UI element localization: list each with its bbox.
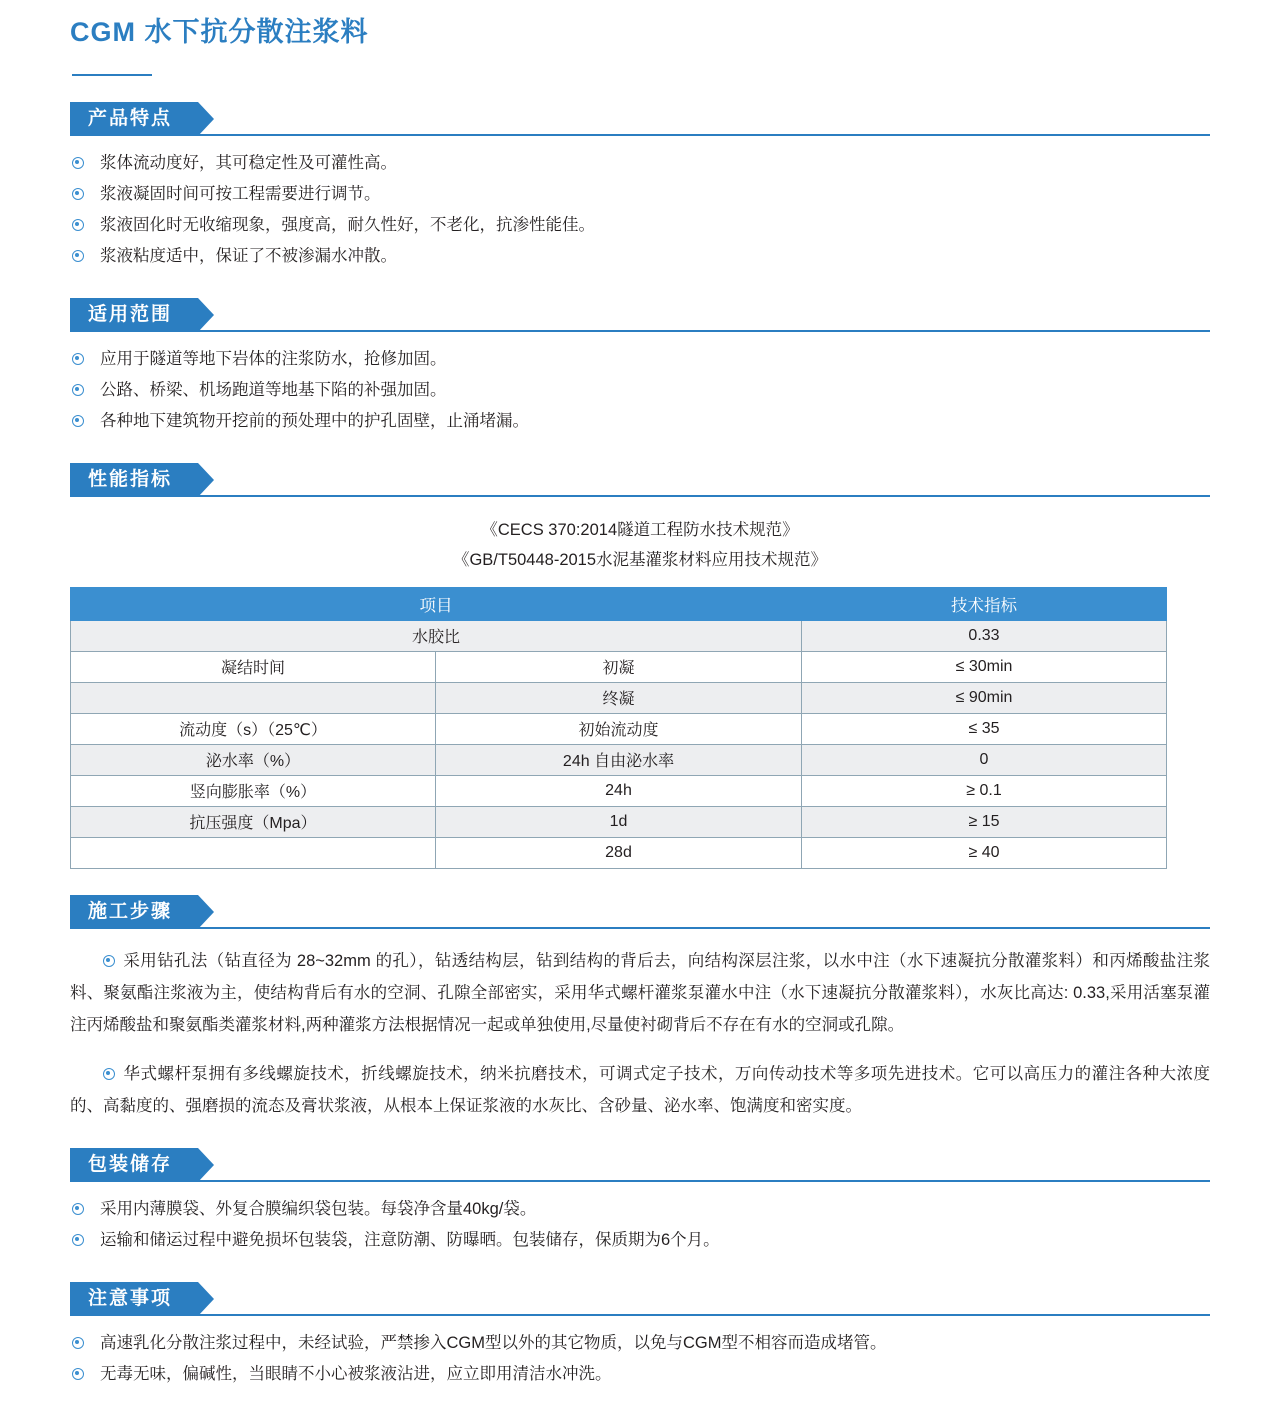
cell-value: ≤ 30min xyxy=(802,651,1167,682)
cell-sub: 28d xyxy=(436,837,802,868)
table-row xyxy=(71,682,1167,713)
section-underline xyxy=(70,495,1210,497)
bullet-icon xyxy=(72,353,84,365)
bullet-icon xyxy=(72,384,84,396)
bullet-icon xyxy=(103,1068,115,1080)
section-underline xyxy=(70,330,1210,332)
section-steps xyxy=(70,895,1210,1122)
cell-value: ≤ 35 xyxy=(802,713,1167,744)
cell-sub: 初凝 xyxy=(436,651,802,682)
table-header-item: 项目 xyxy=(71,587,802,620)
specification-table xyxy=(70,587,1167,869)
cell-value: 0 xyxy=(802,744,1167,775)
table-row xyxy=(71,713,1167,744)
table-row xyxy=(71,744,1167,775)
table-row xyxy=(71,806,1167,837)
paragraph-text: 采用钻孔法（钻直径为 28~32mm 的孔），钻透结构层，钻到结构的背后去，向结构深层注浆，以水中注（水下速凝抗分散灌浆料）和丙烯酸盐注浆料、聚氨酯注浆液为主，使结构背后有水的空洞、孔隙全部密实，采用华式螺杆灌浆泵灌水中注（水下速凝抗分散灌浆料），水灰比高达: 0.33,采用活塞泵灌注丙烯酸盐和聚氨酯类灌浆材料,两种灌浆方法根据情况一起或单独使用,尽量使衬砌背后不存在有水的空洞或孔隙。 xyxy=(70,952,1210,1035)
list-item-text: 公路、桥梁、机场跑道等地基下陷的补强加固。 xyxy=(100,380,447,399)
cell-sub: 初始流动度 xyxy=(436,713,802,744)
standards-list xyxy=(70,515,1210,575)
cell-value: ≥ 15 xyxy=(802,806,1167,837)
paragraph xyxy=(70,945,1210,1041)
section-underline xyxy=(70,1314,1210,1316)
list-item xyxy=(70,406,1210,437)
cell-value: ≥ 0.1 xyxy=(802,775,1167,806)
paragraph-text: 华式螺杆泵拥有多线螺旋技术，折线螺旋技术，纳米抗磨技术，可调式定子技术，万向传动技术等多项先进技术。它可以高压力的灌注各种大浓度的、高黏度的、强磨损的流态及膏状浆液，从根本上保证浆液的水灰比、含砂量、泌水率、饱满度和密实度。 xyxy=(70,1064,1210,1115)
packaging-list xyxy=(70,1194,1210,1256)
list-item-text: 浆液凝固时间可按工程需要进行调节。 xyxy=(100,184,381,203)
section-title-notes: 注意事项 xyxy=(70,1282,198,1316)
list-item-text: 高速乳化分散注浆过程中，未经试验，严禁掺入CGM型以外的其它物质，以免与CGM型不相容而造成堵管。 xyxy=(100,1333,887,1352)
list-item xyxy=(70,1359,1210,1390)
section-header-scope xyxy=(70,298,1210,332)
table-header-index: 技术指标 xyxy=(802,587,1167,620)
section-header-steps xyxy=(70,895,1210,929)
bullet-icon xyxy=(72,219,84,231)
section-underline xyxy=(70,927,1210,929)
list-item xyxy=(70,179,1210,210)
section-performance xyxy=(70,463,1210,869)
standard-reference: 《CECS 370:2014隧道工程防水技术规范》 xyxy=(481,520,799,539)
list-item xyxy=(70,1194,1210,1225)
bullet-icon xyxy=(72,188,84,200)
cell-value: 0.33 xyxy=(802,620,1167,651)
steps-paragraphs xyxy=(70,945,1210,1122)
table-row xyxy=(71,651,1167,682)
section-header-features xyxy=(70,102,1210,136)
cell-sub: 终凝 xyxy=(436,682,802,713)
bullet-icon xyxy=(72,1337,84,1349)
table-row xyxy=(71,837,1167,868)
bullet-icon xyxy=(72,1368,84,1380)
list-item-text: 浆体流动度好，其可稳定性及可灌性高。 xyxy=(100,153,397,172)
cell-name: 泌水率（%） xyxy=(71,744,436,775)
section-scope xyxy=(70,298,1210,437)
section-underline xyxy=(70,134,1210,136)
table-header-row xyxy=(71,587,1167,620)
list-item xyxy=(70,148,1210,179)
section-header-packaging xyxy=(70,1148,1210,1182)
bullet-icon xyxy=(72,1203,84,1215)
cell-name xyxy=(71,682,436,713)
bullet-icon xyxy=(72,250,84,262)
cell-sub: 1d xyxy=(436,806,802,837)
section-notes xyxy=(70,1282,1210,1390)
cell-value: ≤ 90min xyxy=(802,682,1167,713)
cell-name: 水胶比 xyxy=(71,620,802,651)
notes-list xyxy=(70,1328,1210,1390)
list-item-text: 浆液粘度适中，保证了不被渗漏水冲散。 xyxy=(100,246,397,265)
bullet-icon xyxy=(103,955,115,967)
standard-reference: 《GB/T50448-2015水泥基灌浆材料应用技术规范》 xyxy=(452,550,828,569)
paragraph xyxy=(70,1058,1210,1122)
section-header-notes xyxy=(70,1282,1210,1316)
list-item-text: 浆液固化时无收缩现象，强度高，耐久性好，不老化，抗渗性能佳。 xyxy=(100,215,595,234)
table-row xyxy=(71,775,1167,806)
list-item-text: 应用于隧道等地下岩体的注浆防水，抢修加固。 xyxy=(100,349,447,368)
table-row xyxy=(71,620,1167,651)
section-header-performance xyxy=(70,463,1210,497)
title-divider xyxy=(72,74,152,76)
cell-name: 竖向膨胀率（%） xyxy=(71,775,436,806)
section-packaging xyxy=(70,1148,1210,1256)
list-item xyxy=(70,375,1210,406)
page-title: CGM 水下抗分散注浆料 xyxy=(70,17,369,47)
section-title-features: 产品特点 xyxy=(70,102,198,136)
list-item xyxy=(70,344,1210,375)
list-item-text: 运输和储运过程中避免损坏包装袋，注意防潮、防曝晒。包装储存，保质期为6个月。 xyxy=(100,1230,720,1249)
bullet-icon xyxy=(72,1234,84,1246)
list-item xyxy=(70,210,1210,241)
scope-list xyxy=(70,344,1210,437)
cell-value: ≥ 40 xyxy=(802,837,1167,868)
list-item xyxy=(70,1225,1210,1256)
list-item-text: 各种地下建筑物开挖前的预处理中的护孔固壁，止涌堵漏。 xyxy=(100,411,529,430)
bullet-icon xyxy=(72,157,84,169)
cell-name xyxy=(71,837,436,868)
section-title-performance: 性能指标 xyxy=(70,463,198,497)
section-features xyxy=(70,102,1210,272)
cell-sub: 24h xyxy=(436,775,802,806)
list-item xyxy=(70,1328,1210,1359)
cell-name: 抗压强度（Mpa） xyxy=(71,806,436,837)
section-underline xyxy=(70,1180,1210,1182)
features-list xyxy=(70,148,1210,272)
section-title-steps: 施工步骤 xyxy=(70,895,198,929)
list-item-text: 采用内薄膜袋、外复合膜编织袋包装。每袋净含量40kg/袋。 xyxy=(100,1199,537,1218)
cell-sub: 24h 自由泌水率 xyxy=(436,744,802,775)
section-title-scope: 适用范围 xyxy=(70,298,198,332)
cell-name: 流动度（s）（25℃） xyxy=(71,713,436,744)
section-title-packaging: 包装储存 xyxy=(70,1148,198,1182)
list-item-text: 无毒无味，偏碱性，当眼睛不小心被浆液沾进，应立即用清洁水冲洗。 xyxy=(100,1364,612,1383)
bullet-icon xyxy=(72,415,84,427)
cell-name: 凝结时间 xyxy=(71,651,436,682)
list-item xyxy=(70,241,1210,272)
